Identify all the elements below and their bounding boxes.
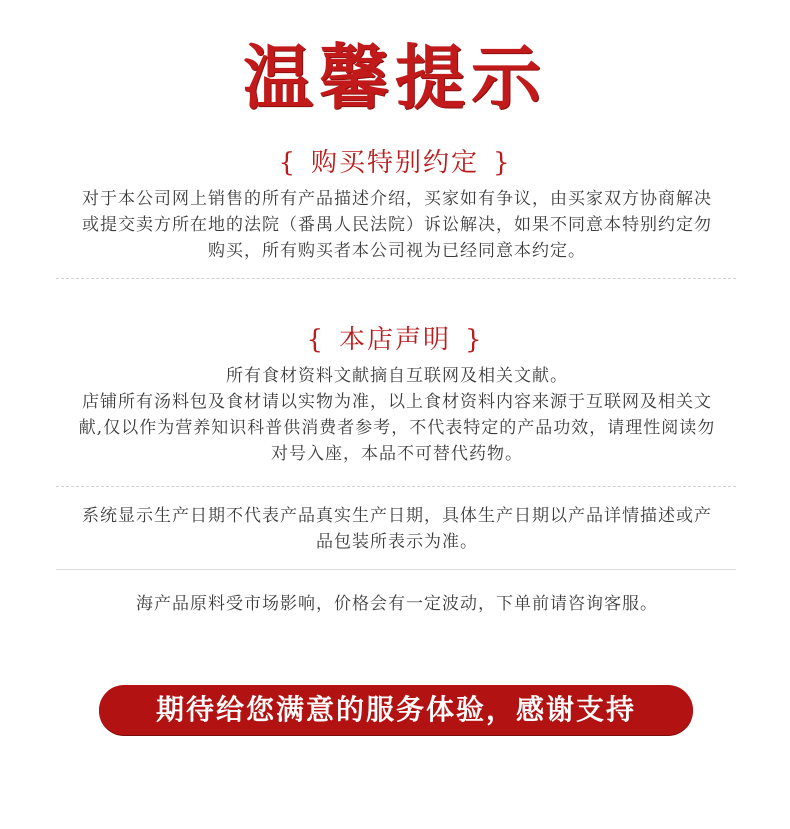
open-brace: {	[306, 325, 325, 355]
section-heading-text: 本店声明	[338, 325, 451, 355]
text-line: 系统显示生产日期不代表产品真实生产日期，具体生产日期以产品详情描述或产	[82, 506, 712, 526]
section-heading-text: 购买特别约定	[310, 148, 479, 178]
store-statement-text	[58, 363, 736, 467]
section-heading-store-statement	[0, 319, 790, 356]
price-fluctuation-notice	[58, 591, 736, 617]
text-line: 对于本公司网上销售的所有产品描述介绍，买家如有争议，由买家双方协商解决	[82, 189, 712, 209]
text-line: 所有食材资料文献摘自互联网及相关文献。	[226, 366, 568, 386]
divider	[56, 278, 736, 279]
text-line: 海产品原料受市场影响，价格会有一定波动，下单前请咨询客服。	[136, 594, 658, 614]
text-line: 店铺所有汤料包及食材请以实物为准，以上食材资料内容来源于互联网及相关文	[82, 392, 712, 412]
text-line: 对号入座，本品不可替代药物。	[271, 444, 523, 464]
thank-you-banner: 期待给您满意的服务体验，感谢支持	[99, 685, 693, 735]
divider	[56, 486, 736, 487]
text-line: 购买，所有购买者本公司视为已经同意本约定。	[208, 241, 586, 261]
close-brace: }	[493, 148, 512, 178]
open-brace: {	[278, 148, 297, 178]
text-line: 献,仅以作为营养知识科普供消费者参考，不代表特定的产品功效，请理性阅读勿	[78, 418, 716, 438]
close-brace: }	[465, 325, 484, 355]
divider	[56, 569, 736, 570]
production-date-notice	[58, 503, 736, 555]
text-line: 品包装所表示为准。	[316, 532, 478, 552]
purchase-agreement-text	[58, 186, 736, 264]
section-heading-purchase-agreement	[0, 142, 790, 179]
text-line: 或提交卖方所在地的法院（番禺人民法院）诉讼解决，如果不同意本特别约定勿	[82, 215, 712, 235]
page-title: 温馨提示	[243, 36, 547, 119]
